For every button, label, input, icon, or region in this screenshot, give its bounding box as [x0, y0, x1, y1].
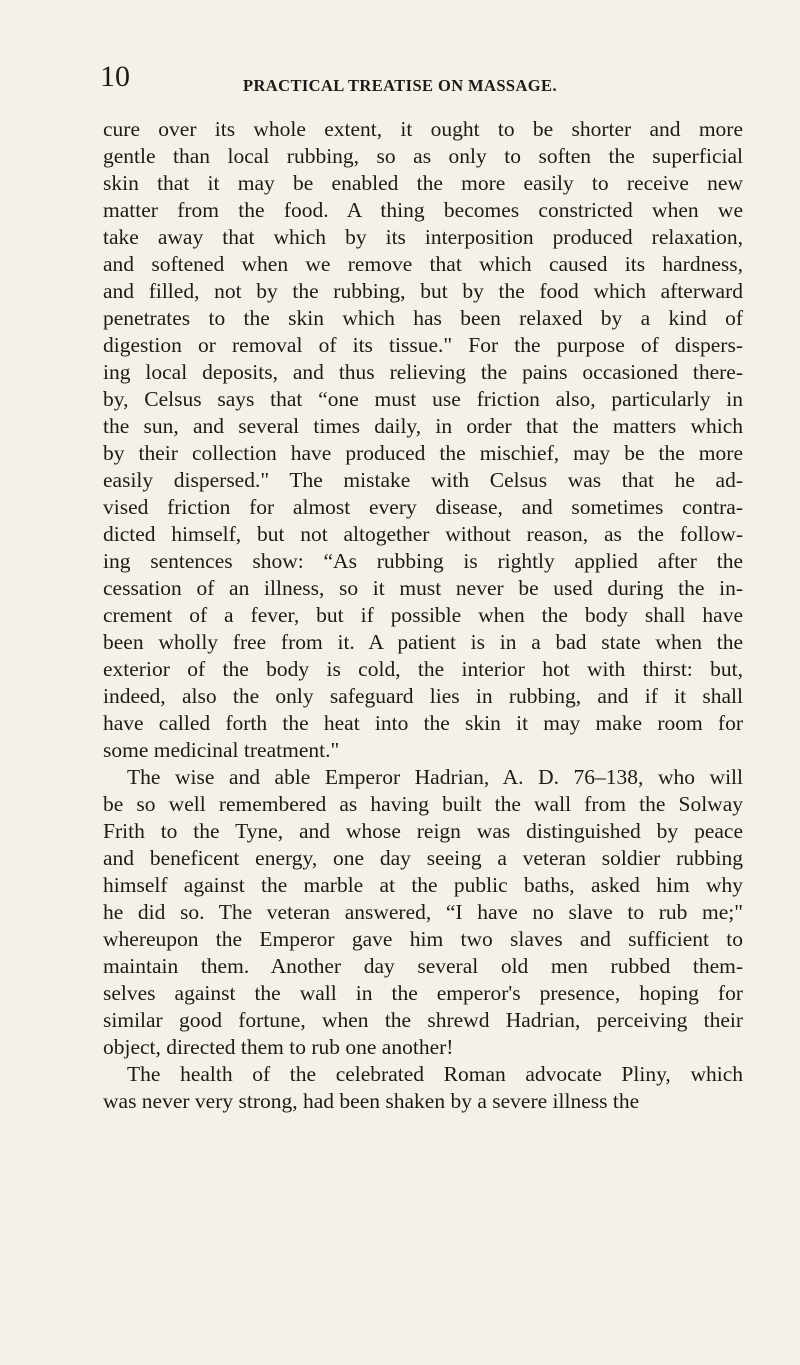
- text-line: and beneficent energy, one day seeing a veteran soldier rubbing: [103, 846, 743, 870]
- text-line: The wise and able Emperor Hadrian, A. D. 76–138, who will: [127, 765, 743, 789]
- text-line: dicted himself, but not altogether without reason, as the follow-: [103, 522, 743, 546]
- text-line: easily dispersed." The mistake with Celsus was that he ad-: [103, 468, 743, 492]
- text-line: penetrates to the skin which has been relaxed by a kind of: [103, 306, 743, 330]
- text-line: have called forth the heat into the skin it may make room for: [103, 711, 743, 735]
- text-line: ing local deposits, and thus relieving the pains occasioned there-: [103, 360, 743, 384]
- text-line: be so well remembered as having built the wall from the Solway: [103, 792, 743, 816]
- text-line: take away that which by its interposition produced relaxation,: [103, 225, 743, 249]
- text-line: by, Celsus says that “one must use friction also, particularly in: [103, 387, 743, 411]
- text-line: cessation of an illness, so it must never be used during the in-: [103, 576, 743, 600]
- text-line: and softened when we remove that which caused its hardness,: [103, 252, 743, 276]
- text-line: indeed, also the only safeguard lies in rubbing, and if it shall: [103, 684, 743, 708]
- text-line: matter from the food. A thing becomes constricted when we: [103, 198, 743, 222]
- text-line: similar good fortune, when the shrewd Hadrian, perceiving their: [103, 1008, 743, 1032]
- text-line: vised friction for almost every disease, and sometimes contra-: [103, 495, 743, 519]
- text-line: object, directed them to rub one another!: [103, 1035, 454, 1059]
- text-line: by their collection have produced the mischief, may be the more: [103, 441, 743, 465]
- text-line: cure over its whole extent, it ought to be shorter and more: [103, 117, 743, 141]
- text-line: the sun, and several times daily, in order that the matters which: [103, 414, 743, 438]
- text-line: whereupon the Emperor gave him two slaves and sufficient to: [103, 927, 743, 951]
- text-line: and filled, not by the rubbing, but by the food which afterward: [103, 279, 743, 303]
- text-line: crement of a fever, but if possible when the body shall have: [103, 603, 743, 627]
- text-line: been wholly free from it. A patient is in a bad state when the: [103, 630, 743, 654]
- text-line: some medicinal treatment.": [103, 738, 340, 762]
- text-line: himself against the marble at the public baths, asked him why: [103, 873, 743, 897]
- text-line: was never very strong, had been shaken by a severe illness the: [103, 1089, 640, 1113]
- page-number: 10: [100, 60, 130, 93]
- running-head-title: PRACTICAL TREATISE ON MASSAGE.: [243, 76, 557, 95]
- text-line: Frith to the Tyne, and whose reign was distinguished by peace: [103, 819, 743, 843]
- text-line: maintain them. Another day several old men rubbed them-: [103, 954, 743, 978]
- body-text: [103, 116, 743, 1115]
- text-line: exterior of the body is cold, the interior hot with thirst: but,: [103, 657, 743, 681]
- text-line: digestion or removal of its tissue." For the purpose of dispers-: [103, 333, 743, 357]
- text-line: he did so. The veteran answered, “I have no slave to rub me;": [103, 900, 743, 924]
- text-line: gentle than local rubbing, so as only to soften the superficial: [103, 144, 743, 168]
- text-line: The health of the celebrated Roman advocate Pliny, which: [127, 1062, 743, 1086]
- text-line: ing sentences show: “As rubbing is rightly applied after the: [103, 549, 743, 573]
- text-line: selves against the wall in the emperor's presence, hoping for: [103, 981, 743, 1005]
- text-line: skin that it may be enabled the more easily to receive new: [103, 171, 743, 195]
